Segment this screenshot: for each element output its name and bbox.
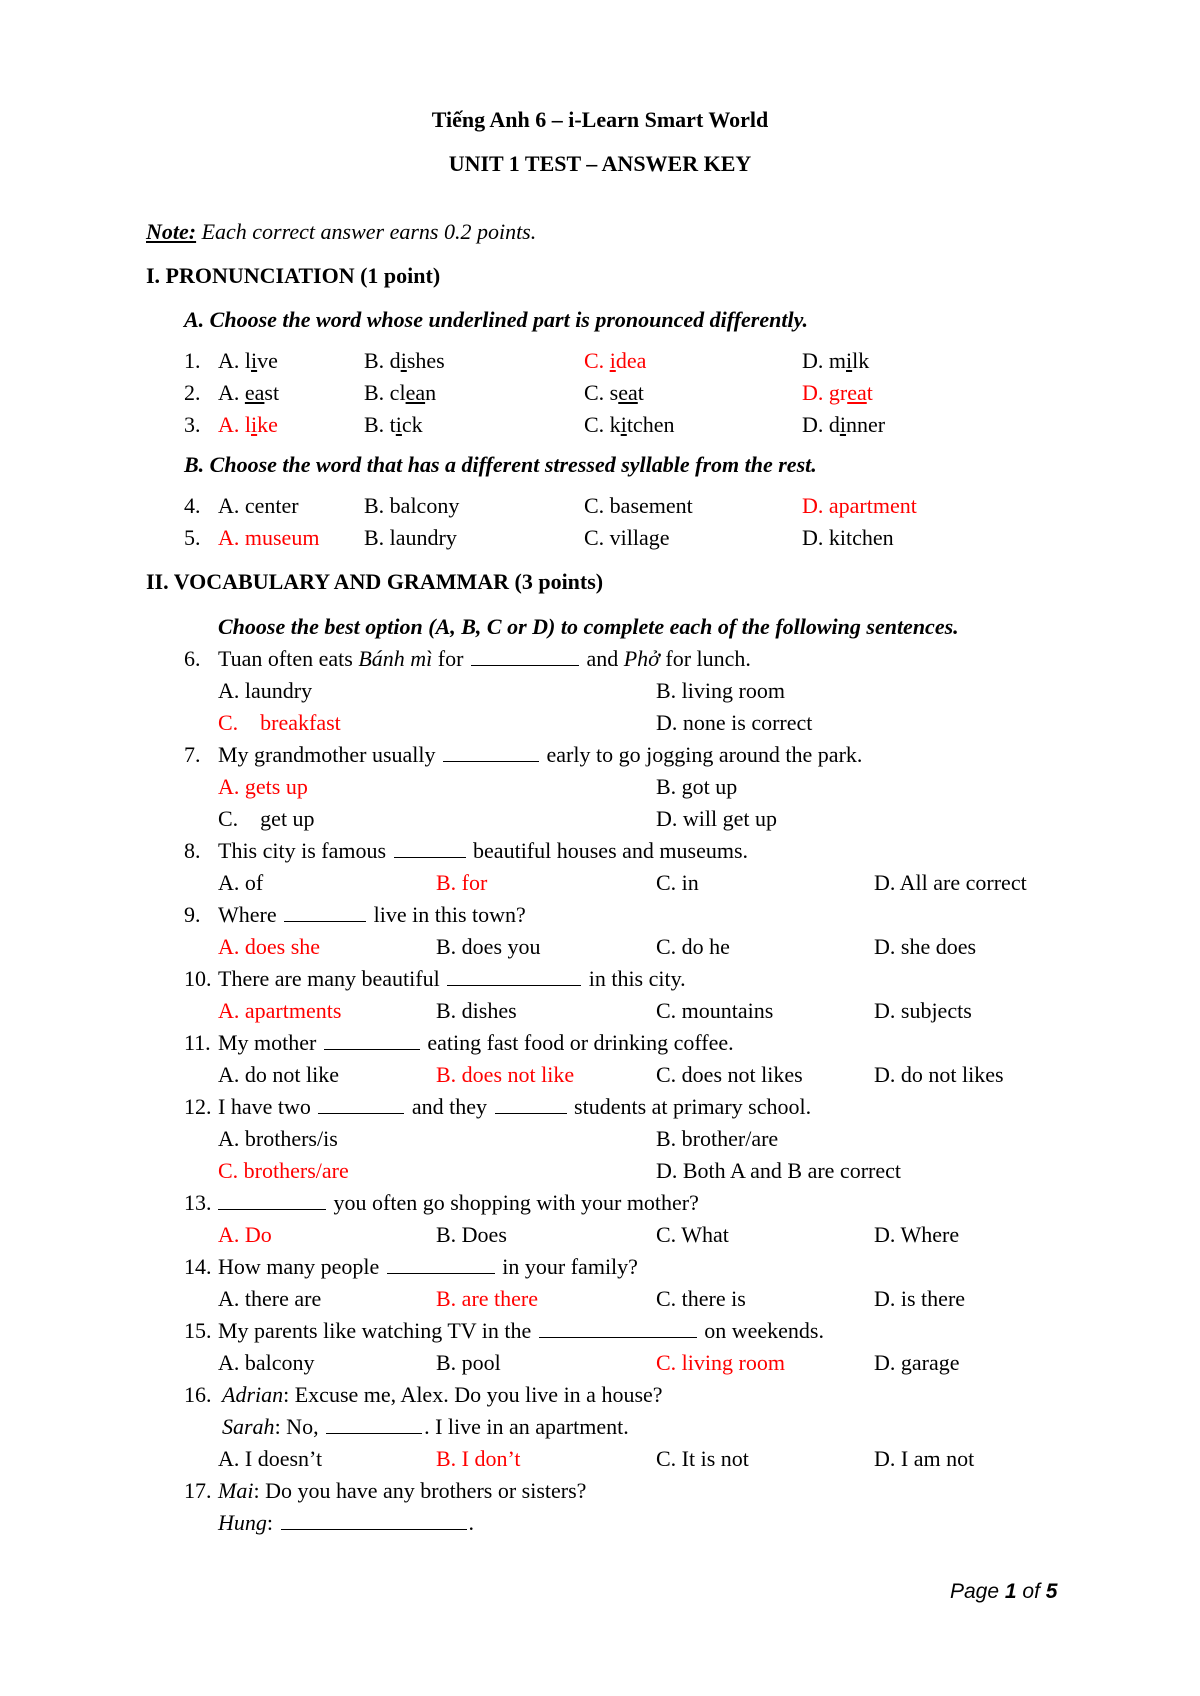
q8-option-c: C. in xyxy=(656,870,699,895)
q1-option-c-answer: C. idea xyxy=(584,348,647,373)
doc-subtitle: UNIT 1 TEST – ANSWER KEY xyxy=(448,151,752,176)
q11-option-d: D. do not likes xyxy=(874,1062,1004,1087)
q16-number: 16. xyxy=(184,1382,212,1407)
q12-sentence: I have two and they students at primary school. xyxy=(218,1094,812,1119)
q17-number: 17. xyxy=(184,1478,212,1503)
q10-option-c: C. mountains xyxy=(656,998,774,1023)
q11-option-a: A. do not like xyxy=(218,1062,339,1087)
q15-option-a: A. balcony xyxy=(218,1350,315,1375)
pron-part-b-instruction: B. Choose the word that has a different stressed syllable from the rest. xyxy=(184,452,817,477)
q16-option-a: A. I doesn’t xyxy=(218,1446,323,1471)
blank xyxy=(387,1253,495,1274)
q2-option-b: B. clean xyxy=(364,380,437,405)
blank xyxy=(394,837,466,858)
q15-option-c-answer: C. living room xyxy=(656,1350,785,1375)
q15-option-d: D. garage xyxy=(874,1350,960,1375)
q8-sentence: This city is famous beautiful houses and museums. xyxy=(218,838,749,863)
q15-number: 15. xyxy=(184,1318,212,1343)
q12-number: 12. xyxy=(184,1094,212,1119)
q4-option-a: A. center xyxy=(218,493,299,518)
q12-option-b: B. brother/are xyxy=(656,1126,779,1151)
q8-number: 8. xyxy=(184,838,201,863)
q11-option-b-answer: B. does not like xyxy=(436,1062,575,1087)
q3-option-a-answer: A. like xyxy=(218,412,278,437)
q11-number: 11. xyxy=(184,1030,211,1055)
q6-sentence: Tuan often eats Bánh mì for and Phở for lunch. xyxy=(218,646,751,671)
q14-option-a: A. there are xyxy=(218,1286,322,1311)
q13-option-d: D. Where xyxy=(874,1222,960,1247)
q3-option-d: D. dinner xyxy=(802,412,886,437)
q2-option-a: A. east xyxy=(218,380,280,405)
q7-sentence: My grandmother usually early to go jogging around the park. xyxy=(218,742,863,767)
q16-option-b-answer: B. I don’t xyxy=(436,1446,521,1471)
blank xyxy=(326,1413,422,1434)
q13-option-a-answer: A. Do xyxy=(218,1222,272,1247)
q8-option-d: D. All are correct xyxy=(874,870,1027,895)
q9-option-a-answer: A. does she xyxy=(218,934,321,959)
page-number: Page 1 of 5 xyxy=(950,1580,1058,1603)
q1-option-d: D. milk xyxy=(802,348,870,373)
q9-sentence: Where live in this town? xyxy=(218,902,526,927)
q14-number: 14. xyxy=(184,1254,212,1279)
q16-dialog-line-1: Adrian: Excuse me, Alex. Do you live in a house? xyxy=(222,1382,663,1407)
q1-option-b: B. dishes xyxy=(364,348,445,373)
q6-option-c-answer: C. breakfast xyxy=(218,710,341,735)
q9-option-c: C. do he xyxy=(656,934,730,959)
q10-option-b: B. dishes xyxy=(436,998,517,1023)
q14-option-b-answer: B. are there xyxy=(436,1286,538,1311)
doc-title: Tiếng Anh 6 – i-Learn Smart World xyxy=(431,107,769,132)
q4-option-d-answer: D. apartment xyxy=(802,493,917,518)
q10-option-d: D. subjects xyxy=(874,998,972,1023)
q5-option-b: B. laundry xyxy=(364,525,457,550)
q10-option-a-answer: A. apartments xyxy=(218,998,342,1023)
q8-option-a: A. of xyxy=(218,870,264,895)
q8-option-b-answer: B. for xyxy=(436,870,488,895)
q12-option-a: A. brothers/is xyxy=(218,1126,338,1151)
q17-dialog-line-2: Hung: . xyxy=(218,1510,475,1535)
note-text: Each correct answer earns 0.2 points. xyxy=(196,219,537,244)
pron-part-a-instruction: A. Choose the word whose underlined part is pronounced differently. xyxy=(184,307,809,332)
q12-option-c-answer: C. brothers/are xyxy=(218,1158,349,1183)
blank xyxy=(443,741,539,762)
q2-option-d-answer: D. great xyxy=(802,380,873,405)
q14-option-d: D. is there xyxy=(874,1286,966,1311)
blank xyxy=(318,1093,404,1114)
note-line xyxy=(146,218,536,246)
q3-number: 3. xyxy=(184,412,201,437)
q7-number: 7. xyxy=(184,742,201,767)
q7-option-d: D. will get up xyxy=(656,806,777,831)
q13-option-c: C. What xyxy=(656,1222,729,1247)
blank xyxy=(218,1189,326,1210)
q15-sentence: My parents like watching TV in the on weekends. xyxy=(218,1318,824,1343)
q2-option-c: C. seat xyxy=(584,380,644,405)
q2-number: 2. xyxy=(184,380,201,405)
q14-sentence: How many people in your family? xyxy=(218,1254,638,1279)
blank xyxy=(281,1509,467,1530)
q10-sentence: There are many beautiful in this city. xyxy=(218,966,686,991)
blank xyxy=(324,1029,420,1050)
blank xyxy=(447,965,581,986)
blank xyxy=(471,645,579,666)
q5-option-a-answer: A. museum xyxy=(218,525,320,550)
q13-sentence: you often go shopping with your mother? xyxy=(218,1189,699,1217)
q6-number: 6. xyxy=(184,646,201,671)
blank xyxy=(495,1093,567,1114)
q5-option-d: D. kitchen xyxy=(802,525,894,550)
q4-number: 4. xyxy=(184,493,201,518)
q3-option-c: C. kitchen xyxy=(584,412,675,437)
vocab-instruction: Choose the best option (A, B, C or D) to complete each of the following sentences. xyxy=(218,614,959,639)
q7-option-c: C. get up xyxy=(218,806,315,831)
q16-dialog-line-2: Sarah: No, . I live in an apartment. xyxy=(222,1414,629,1439)
q9-number: 9. xyxy=(184,902,201,927)
q17-dialog-line-1: Mai: Do you have any brothers or sisters? xyxy=(218,1478,587,1503)
q15-option-b: B. pool xyxy=(436,1350,501,1375)
q16-option-c: C. It is not xyxy=(656,1446,749,1471)
q4-option-c: C. basement xyxy=(584,493,693,518)
blank xyxy=(539,1317,697,1338)
q3-option-b: B. tick xyxy=(364,412,423,437)
section-vocabulary-title: II. VOCABULARY AND GRAMMAR (3 points) xyxy=(146,569,604,594)
q5-option-c: C. village xyxy=(584,525,670,550)
q7-option-a-answer: A. gets up xyxy=(218,774,308,799)
section-pronunciation-title: I. PRONUNCIATION (1 point) xyxy=(146,263,441,288)
q13-number: 13. xyxy=(184,1190,212,1215)
q9-option-b: B. does you xyxy=(436,934,541,959)
q13-option-b: B. Does xyxy=(436,1222,507,1247)
q12-option-d: D. Both A and B are correct xyxy=(656,1158,901,1183)
q16-option-d: D. I am not xyxy=(874,1446,975,1471)
note-label: Note: xyxy=(146,219,197,244)
q9-option-d: D. she does xyxy=(874,934,977,959)
q4-option-b: B. balcony xyxy=(364,493,460,518)
q14-option-c: C. there is xyxy=(656,1286,746,1311)
blank xyxy=(284,901,366,922)
q11-sentence: My mother eating fast food or drinking coffee. xyxy=(218,1030,734,1055)
q1-option-a: A. live xyxy=(218,348,278,373)
q6-option-b: B. living room xyxy=(656,678,785,703)
q6-option-d: D. none is correct xyxy=(656,710,813,735)
q11-option-c: C. does not likes xyxy=(656,1062,803,1087)
q5-number: 5. xyxy=(184,525,201,550)
q10-number: 10. xyxy=(184,966,212,991)
q6-option-a: A. laundry xyxy=(218,678,313,703)
q7-option-b: B. got up xyxy=(656,774,738,799)
q1-number: 1. xyxy=(184,348,201,373)
